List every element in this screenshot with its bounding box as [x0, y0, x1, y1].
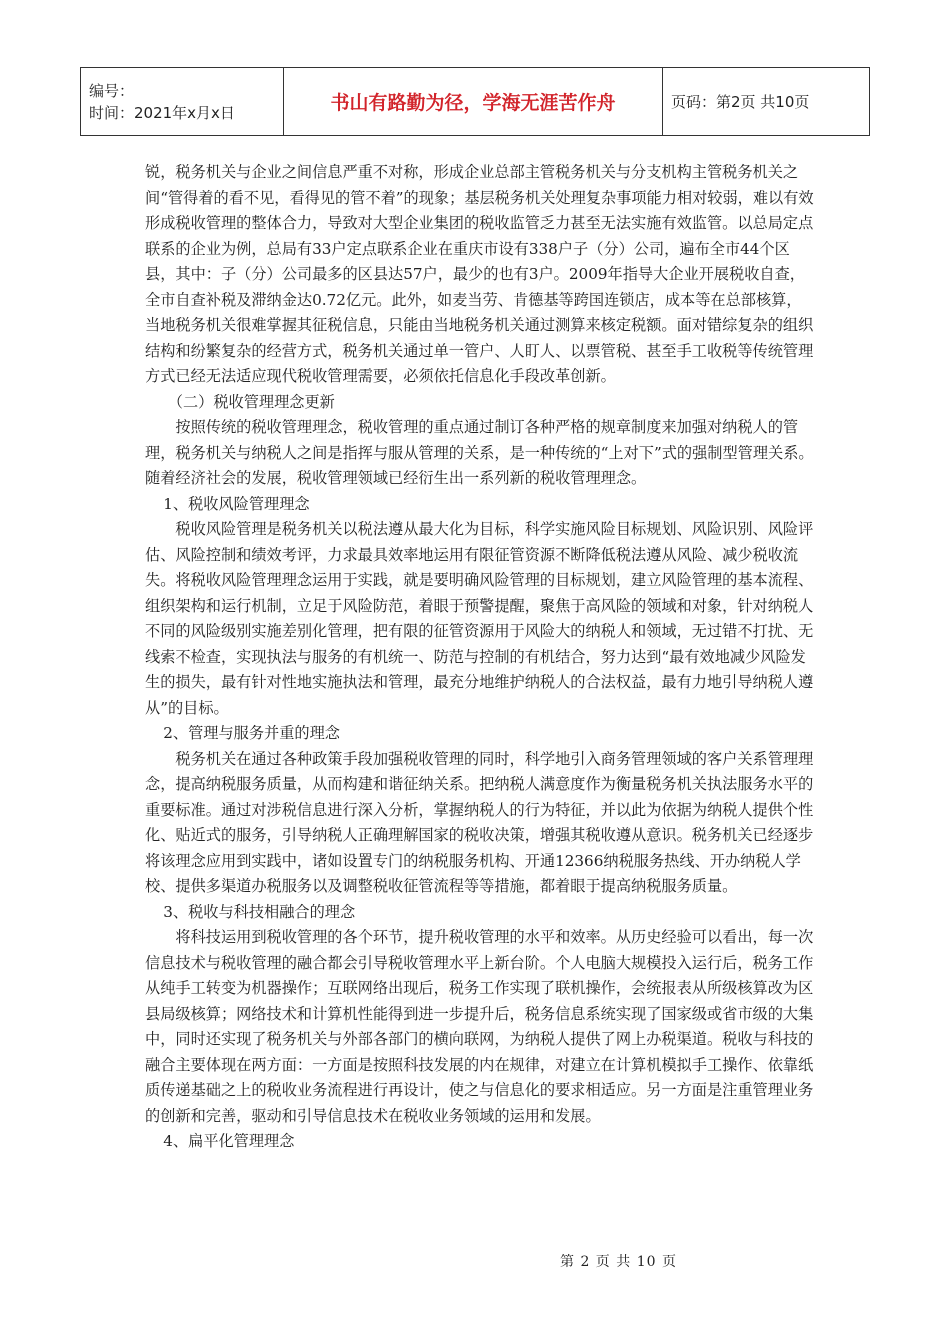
paragraph: 税收风险管理是税务机关以税法遵从最大化为目标，科学实施风险目标规划、风险识别、风险评估、风险控制和绩效考评，力求最具效率地运用有限征管资源不断降低税法遵从风险、减少税收流失。将税收风险管理理念运用于实践，就是要明确风险管理的目标规划，建立风险管理的基本流程、组织架构和运行机制，立足于风险防范，着眼于预警提醒，聚焦于高风险的领域和对象，针对纳税人不同的风险级别实施差别化管理，把有限的征管资源用于风险大的纳税人和领域，无过错不打扰、无线索不检查，实现执法与服务的有机统一、防范与控制的有机结合，努力达到“最有效地减少风险发生的损失，最有针对性地实施执法和管理，最充分地维护纳税人的合法权益，最有力地引导纳税人遵从”的目标。	[145, 520, 814, 717]
document-body	[145, 160, 815, 1155]
paragraph: 税务机关在通过各种政策手段加强税收管理的同时，科学地引入商务管理领域的客户关系管理理念，提高纳税服务质量，从而构建和谐征纳关系。把纳税人满意度作为衡量税务机关执法服务水平的重要标准。通过对涉税信息进行深入分析，掌握纳税人的行为特征，并以此为依据为纳税人提供个性化、贴近式的服务，引导纳税人正确理解国家的税收决策，增强其税收遵从意识。税务机关已经逐步将该理念应用到实践中，诸如设置专门的纳税服务机构、开通12366纳税服务热线、开办纳税人学校、提供多渠道办税服务以及调整税收征管流程等等措施，都着眼于提高纳税服务质量。	[145, 749, 814, 895]
date-label: 时间：2021年x月x日	[89, 103, 235, 122]
subheading-tax-technology: 3、税收与科技相融合的理念	[163, 902, 356, 921]
page-footer: 第 2 页 共 10 页	[560, 1254, 677, 1270]
subheading-risk-management: 1、税收风险管理理念	[163, 494, 310, 513]
header-motto: 书山有路勤为径，学海无涯苦作舟	[284, 68, 663, 136]
header-meta	[81, 68, 284, 136]
section-heading-2: （二）税收管理理念更新	[167, 392, 335, 411]
paragraph: 将科技运用到税收管理的各个环节，提升税收管理的水平和效率。从历史经验可以看出，每一次信息技术与税收管理的融合都会引导税收管理水平上新台阶。个人电脑大规模投入运行后，税务工作从纯手工转变为机器操作；互联网络出现后，税务工作实现了联机操作，会统报表从所级核算改为区县局级核算；网络技术和计算机性能得到进一步提升后，税务信息系统实现了国家级或省市级的大集中，同时还实现了税务机关与外部各部门的横向联网，为纳税人提供了网上办税渠道。税收与科技的融合主要体现在两方面：一方面是按照科技发展的内在规律，对建立在计算机模拟手工操作、依靠纸质传递基础之上的税收业务流程进行再设计，使之与信息化的要求相适应。另一方面是注重管理业务的创新和完善，驱动和引导信息技术在税收业务领域的运用和发展。	[145, 928, 814, 1125]
serial-label: 编号：	[89, 81, 135, 100]
document-header	[80, 67, 870, 136]
subheading-management-service: 2、管理与服务并重的理念	[163, 724, 340, 742]
subheading-flat-management: 4、扁平化管理理念	[163, 1132, 295, 1150]
paragraph-continued: 锐，税务机关与企业之间信息严重不对称，形成企业总部主管税务机关与分支机构主管税务机关之间“管得着的看不见，看得见的管不着”的现象；基层税务机关处理复杂事项能力相对较弱，难以有效形成税收管理的整体合力，导致对大型企业集团的税收监管乏力甚至无法实施有效监管。以总局定点联系的企业为例，总局有33户定点联系企业在重庆市设有338户子（分）公司，遍布全市44个区县，其中：子（分）公司最多的区县达57户，最少的也有3户。2009年指导大企业开展税收自查，全市自查补税及滞纳金达0.72亿元。此外，如麦当劳、肯德基等跨国连锁店，成本等在总部核算，当地税务机关很难掌握其征税信息，只能由当地税务机关通过测算来核定税额。面对错综复杂的组织结构和纷繁复杂的经营方式，税务机关通过单一管户、人盯人、以票管税、甚至手工收税等传统管理方式已经无法适应现代税收管理需要，必须依托信息化手段改革创新。	[145, 163, 814, 385]
header-page-info: 页码：第2页 共10页	[663, 68, 870, 136]
paragraph: 按照传统的税收管理理念，税收管理的重点通过制订各种严格的规章制度来加强对纳税人的管理，税务机关与纳税人之间是指挥与服从管理的关系，是一种传统的“上对下”式的强制型管理关系。随着经济社会的发展，税收管理领域已经衍生出一系列新的税收管理理念。	[145, 418, 814, 487]
